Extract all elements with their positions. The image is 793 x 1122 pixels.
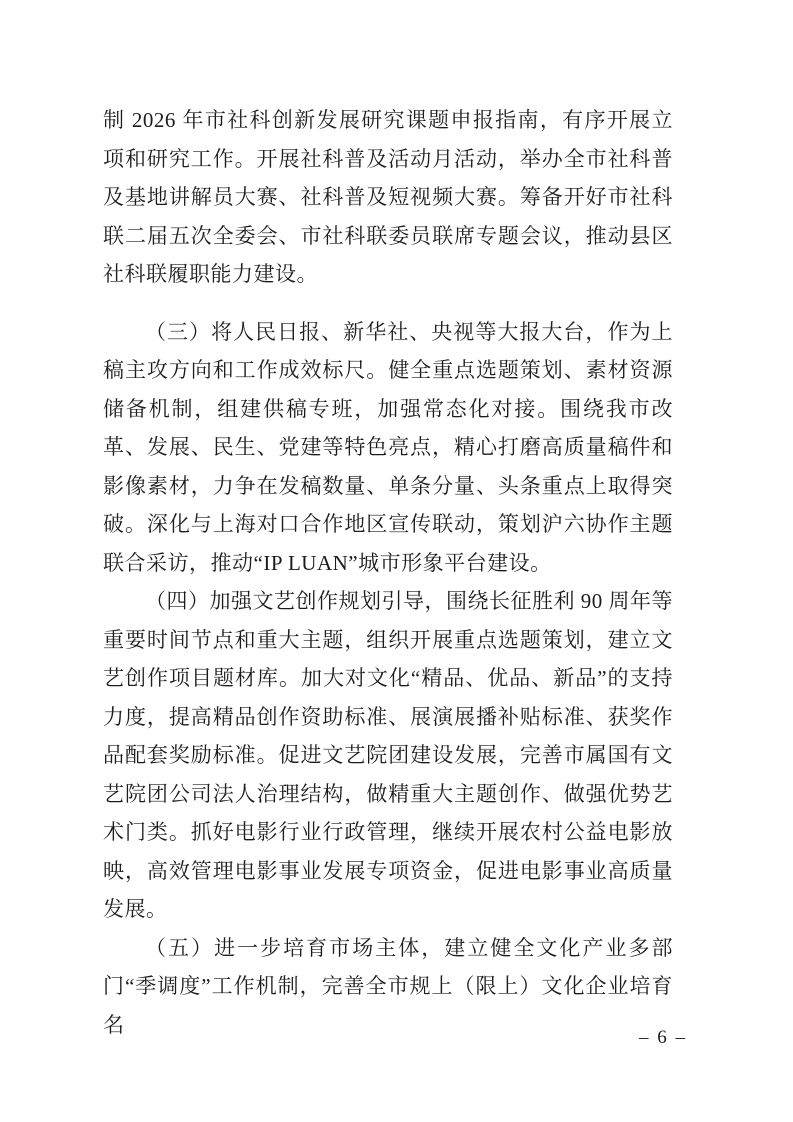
paragraph-section-4: （四）加强文艺创作规划引导，围绕长征胜利 90 周年等重要时间节点和重大主题，组织开展重点选题策划，建立文艺创作项目题材库。加大对文化“精品、优品、新品”的支持力度，提高精品创作资助标准、展演展播补贴标准、获奖作品配套奖励标准。促进文艺院团建设发展，完善市属国有文艺院团公司法人治理结构，做精重大主题创作、做强优势艺术门类。抓好电影行业行政管理，继续开展农村公益电影放映，高效管理电影事业发展专项资金，促进电影事业高质量发展。 <box>103 589 673 921</box>
paragraph-section-3: （三）将人民日报、新华社、央视等大报大台，作为上稿主攻方向和工作成效标尺。健全重点选题策划、素材资源储备机制，组建供稿专班，加强常态化对接。围绕我市改革、发展、民生、党建等特色亮点，精心打磨高质量稿件和影像素材，力争在发稿数量、单条分量、头条重点上取得突破。深化与上海对口合作地区宣传联动，策划沪六协作主题联合采访，推动“IP LUAN”城市形象平台建设。 <box>103 319 673 575</box>
document-body <box>103 101 673 1044</box>
page-number: – 6 – <box>639 1027 687 1048</box>
paragraph-section-5: （五）进一步培育市场主体，建立健全文化产业多部门“季调度”工作机制，完善全市规上（限上）文化企业培育名 <box>103 935 673 1037</box>
page-footer <box>103 1024 687 1052</box>
paragraph-continued-from-previous-page: 制 2026 年市社科创新发展研究课题申报指南，有序开展立项和研究工作。开展社科普及活动月活动，举办全市社科普及基地讲解员大赛、社科普及短视频大赛。筹备开好市社科联二届五次全委会、市社科联委员联席专题会议，推动县区社科联履职能力建设。 <box>103 108 673 286</box>
